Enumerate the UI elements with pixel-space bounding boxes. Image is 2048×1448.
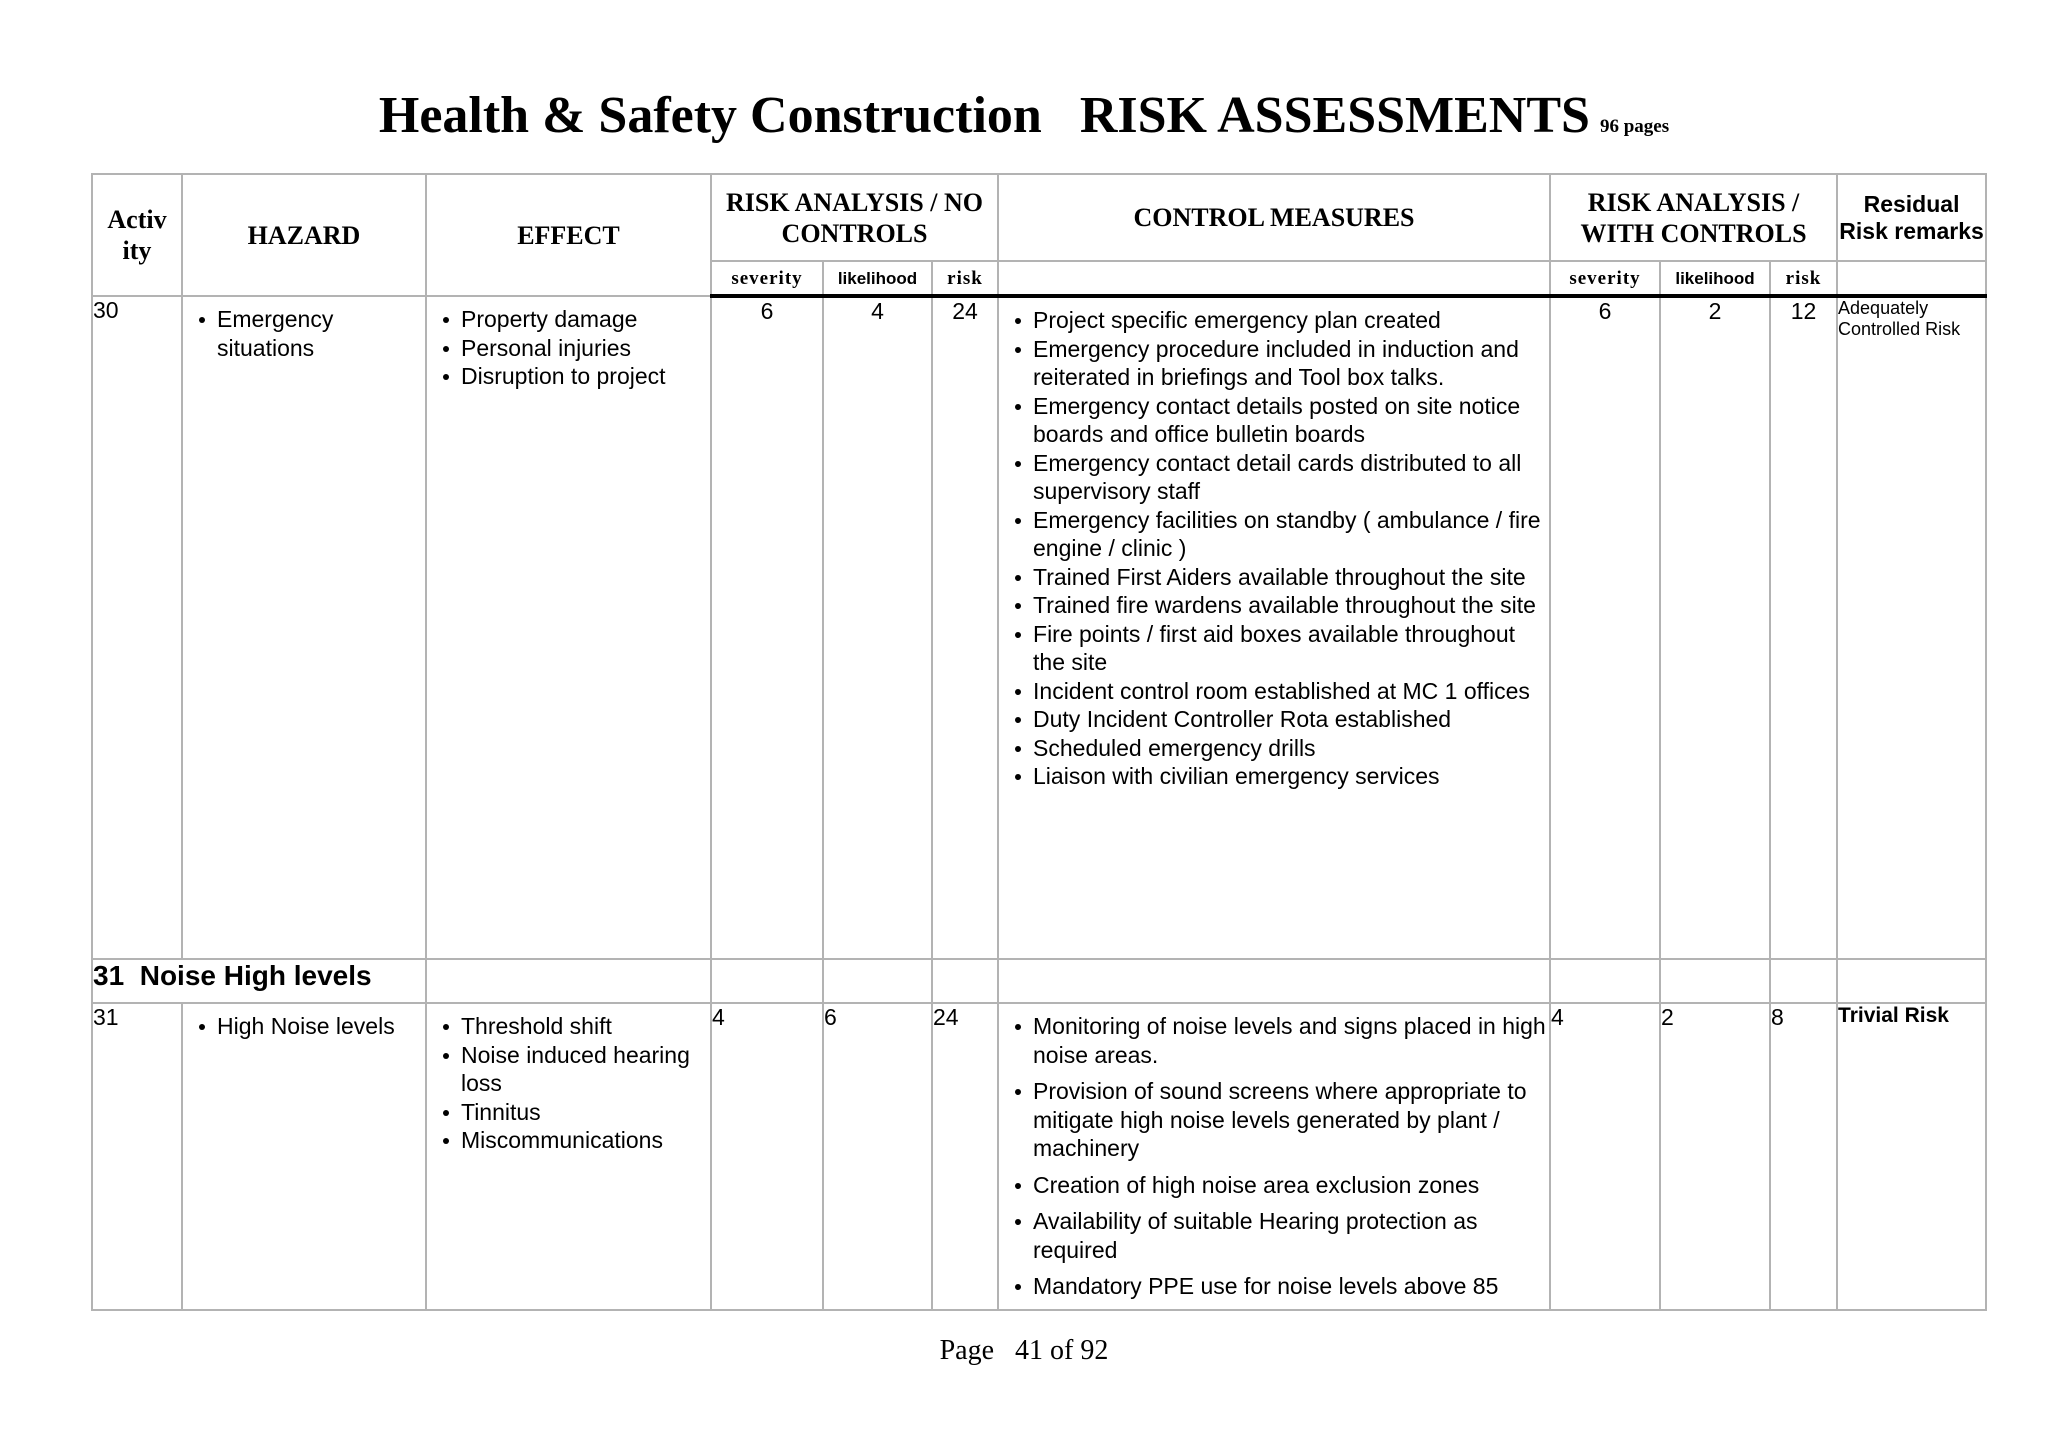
risk-controlled-value: 8 — [1770, 1003, 1837, 1310]
control-item: Emergency procedure included in induction and reiterated in briefings and Tool box talks. — [1013, 335, 1549, 392]
likelihood-value: 4 — [823, 296, 932, 959]
header-severity: severity — [711, 261, 823, 296]
header-residual-risk: Residual Risk remarks — [1837, 174, 1986, 261]
section-label: Noise High levels — [139, 960, 372, 991]
header-activity: Activ ity — [92, 174, 182, 296]
header-likelihood: likelihood — [823, 261, 932, 296]
control-item: Project specific emergency plan created — [1013, 306, 1549, 335]
table-row — [92, 1003, 1986, 1310]
control-item: Availability of suitable Hearing protection as required — [1013, 1207, 1549, 1264]
control-list — [999, 298, 1549, 791]
control-item: Incident control room established at MC 1 offices — [1013, 677, 1549, 706]
effect-item: Threshold shift — [441, 1012, 710, 1041]
title-secondary: RISK ASSESSMENTS — [1079, 87, 1590, 144]
risk-value: 24 — [932, 1003, 998, 1310]
effect-item: Property damage — [441, 305, 710, 334]
hazard-item: Emergency situations — [197, 305, 425, 362]
effect-list — [427, 1004, 710, 1155]
activity-number: 31 — [92, 1003, 182, 1310]
header-severity-controlled: severity — [1550, 261, 1660, 296]
control-item: Emergency contact detail cards distributed to all supervisory staff — [1013, 449, 1549, 506]
header-effect: EFFECT — [426, 174, 711, 296]
page-footer — [0, 1335, 2048, 1367]
control-item: Emergency contact details posted on site notice boards and office bulletin boards — [1013, 392, 1549, 449]
risk-value: 24 — [932, 296, 998, 959]
hazard-list — [183, 1004, 425, 1041]
control-item: Monitoring of noise levels and signs placed in high noise areas. — [1013, 1012, 1549, 1069]
effect-item: Personal injuries — [441, 334, 710, 363]
activity-number: 30 — [92, 296, 182, 959]
control-item: Trained First Aiders available throughout the site — [1013, 563, 1549, 592]
effect-item: Noise induced hearing loss — [441, 1041, 710, 1098]
control-item: Emergency facilities on standby ( ambulance / fire engine / clinic ) — [1013, 506, 1549, 563]
effect-item: Disruption to project — [441, 362, 710, 391]
residual-remark: Adequately Controlled Risk — [1837, 296, 1986, 959]
control-item: Scheduled emergency drills — [1013, 734, 1549, 763]
severity-controlled-value: 4 — [1550, 1003, 1660, 1310]
header-risk-with-controls: RISK ANALYSIS / WITH CONTROLS — [1550, 174, 1837, 261]
likelihood-controlled-value: 2 — [1660, 1003, 1770, 1310]
of-label: of — [1050, 1335, 1074, 1366]
effect-item: Tinnitus — [441, 1098, 710, 1127]
residual-remark: Trivial Risk — [1837, 1003, 1986, 1310]
total-pages: 92 — [1080, 1335, 1109, 1366]
control-item: Trained fire wardens available throughout the site — [1013, 591, 1549, 620]
control-item: Fire points / first aid boxes available throughout the site — [1013, 620, 1549, 677]
risk-controlled-value: 12 — [1770, 296, 1837, 959]
header-risk-controlled: risk — [1770, 261, 1837, 296]
control-list — [999, 1004, 1549, 1301]
severity-value: 6 — [711, 296, 823, 959]
section-heading — [92, 959, 426, 1003]
header-control-blank — [998, 261, 1550, 296]
likelihood-controlled-value: 2 — [1660, 296, 1770, 959]
header-likelihood-controlled: likelihood — [1660, 261, 1770, 296]
section-row — [92, 959, 1986, 1003]
control-item: Duty Incident Controller Rota established — [1013, 705, 1549, 734]
hazard-item: High Noise levels — [197, 1012, 425, 1041]
control-item: Liaison with civilian emergency services — [1013, 762, 1549, 791]
header-remarks-blank — [1837, 261, 1986, 296]
table-row — [92, 296, 1986, 959]
page-label: Page — [939, 1335, 995, 1366]
page-number: 41 — [1015, 1335, 1044, 1366]
control-item: Mandatory PPE use for noise levels above 85 — [1013, 1272, 1549, 1301]
header-risk: risk — [932, 261, 998, 296]
control-item: Creation of high noise area exclusion zones — [1013, 1171, 1549, 1200]
header-hazard: HAZARD — [182, 174, 426, 296]
control-item: Provision of sound screens where appropriate to mitigate high noise levels generated by plant / machinery — [1013, 1077, 1549, 1163]
header-risk-no-controls: RISK ANALYSIS / NO CONTROLS — [711, 174, 998, 261]
document-title — [0, 86, 2048, 145]
severity-controlled-value: 6 — [1550, 296, 1660, 959]
header-control-measures: CONTROL MEASURES — [998, 174, 1550, 261]
severity-value: 4 — [711, 1003, 823, 1310]
effect-item: Miscommunications — [441, 1126, 710, 1155]
section-number: 31 — [93, 960, 125, 991]
title-pages: 96 pages — [1599, 116, 1670, 137]
likelihood-value: 6 — [823, 1003, 932, 1310]
risk-assessment-table — [91, 173, 1987, 1311]
title-main: Health & Safety Construction — [378, 87, 1042, 144]
hazard-list — [183, 297, 425, 362]
effect-list — [427, 297, 710, 391]
